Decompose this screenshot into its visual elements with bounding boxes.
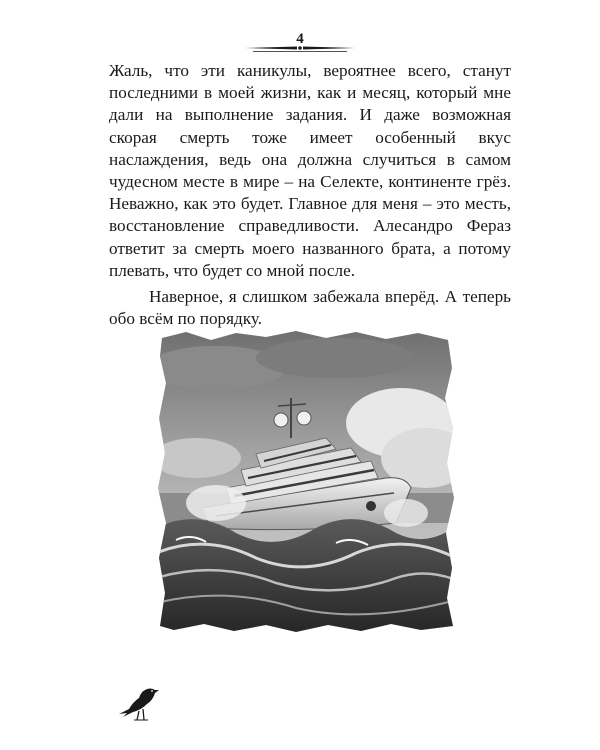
yacht-on-stormy-sea-illustration (156, 328, 456, 634)
paragraph: Жаль, что эти каникулы, вероятнее всего, станут последними в моей жизни, как и месяц, который мне дали на выполнение задания. И даже возможная скорая смерть тоже имеет особенный вкус наслаждения, ведь она должна случиться в самом чудесном месте в мире – на Селекте, континенте грёз. Неважно, как это будет. Главное для меня – это месть, восстановление справедливости. Алесандро Фераз ответит за смерть моего названного брата, а потому плевать, что будет со мной после. (109, 61, 511, 280)
page-header (245, 30, 355, 54)
body-text (109, 60, 511, 330)
raven-icon (115, 684, 163, 724)
yacht-illustration (156, 328, 456, 634)
page-number: 4 (296, 31, 304, 47)
raven-logo (115, 684, 163, 724)
paragraph: Наверное, я слишком забежала вперёд. А теперь обо всём по порядку. (109, 287, 511, 329)
